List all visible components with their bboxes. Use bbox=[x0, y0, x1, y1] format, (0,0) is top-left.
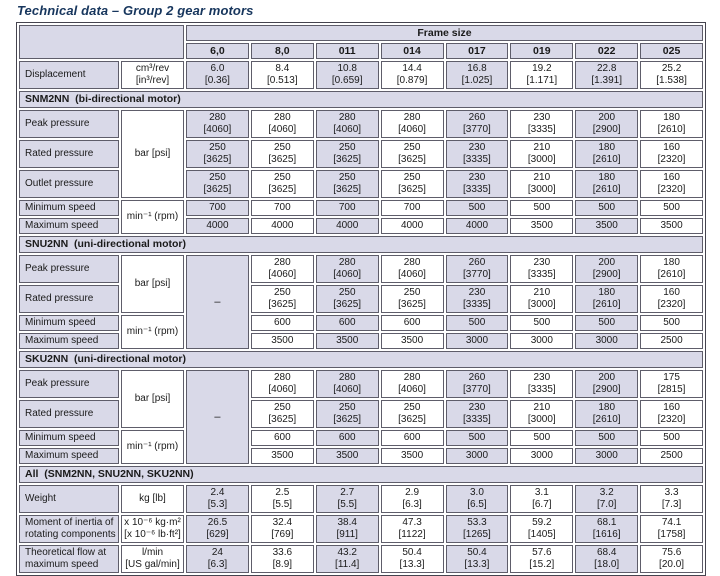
value-cell: 500 bbox=[510, 430, 573, 446]
value-cell: 3.1 [6.7] bbox=[510, 485, 573, 513]
value-cell: 280 [4060] bbox=[186, 110, 249, 138]
row-label: Maximum speed bbox=[19, 218, 119, 234]
value-cell: 38.4 [911] bbox=[316, 515, 379, 543]
value-cell: 3500 bbox=[510, 218, 573, 234]
value-cell: 2.5 [5.5] bbox=[251, 485, 314, 513]
corner-cell bbox=[19, 25, 184, 59]
unit-cell: l/min [US gal/min] bbox=[121, 545, 184, 573]
value-cell: 2500 bbox=[640, 333, 703, 349]
value-cell: 250 [3625] bbox=[381, 170, 444, 198]
value-cell: 160 [2320] bbox=[640, 400, 703, 428]
value-cell: 59.2 [1405] bbox=[510, 515, 573, 543]
value-cell: 500 bbox=[640, 430, 703, 446]
value-cell: 500 bbox=[446, 315, 509, 331]
value-cell: 32.4 [769] bbox=[251, 515, 314, 543]
row-label: Peak pressure bbox=[19, 370, 119, 398]
value-cell: 500 bbox=[510, 315, 573, 331]
row-label: Peak pressure bbox=[19, 255, 119, 283]
value-cell: 4000 bbox=[446, 218, 509, 234]
value-cell: 250 [3625] bbox=[251, 170, 314, 198]
value-cell: 4000 bbox=[251, 218, 314, 234]
value-cell: 230 [3335] bbox=[510, 110, 573, 138]
value-cell: 200 [2900] bbox=[575, 370, 638, 398]
value-cell: 250 [3625] bbox=[316, 400, 379, 428]
value-cell: 4000 bbox=[381, 218, 444, 234]
value-cell: 3000 bbox=[575, 448, 638, 464]
value-cell: 3500 bbox=[381, 448, 444, 464]
value-cell: 230 [3335] bbox=[510, 255, 573, 283]
value-cell: 280 [4060] bbox=[381, 370, 444, 398]
dash-cell: – bbox=[186, 370, 249, 464]
value-cell: 700 bbox=[381, 200, 444, 216]
value-cell: 210 [3000] bbox=[510, 285, 573, 313]
value-cell: 180 [2610] bbox=[575, 400, 638, 428]
value-cell: 3.2 [7.0] bbox=[575, 485, 638, 513]
value-cell: 280 [4060] bbox=[251, 370, 314, 398]
row-label: Minimum speed bbox=[19, 200, 119, 216]
size-column-header: 019 bbox=[510, 43, 573, 59]
value-cell: 180 [2610] bbox=[575, 285, 638, 313]
value-cell: 3500 bbox=[575, 218, 638, 234]
section-header: SNU2NN (uni-directional motor) bbox=[19, 236, 703, 253]
value-cell: 500 bbox=[446, 200, 509, 216]
value-cell: 180 [2610] bbox=[575, 140, 638, 168]
size-column-header: 025 bbox=[640, 43, 703, 59]
value-cell: 19.2 [1.171] bbox=[510, 61, 573, 89]
row-label: Theoretical flow at maximum speed bbox=[19, 545, 119, 573]
value-cell: 280 [4060] bbox=[316, 370, 379, 398]
row-label: Displacement bbox=[19, 61, 119, 89]
value-cell: 160 [2320] bbox=[640, 140, 703, 168]
value-cell: 180 [2610] bbox=[640, 255, 703, 283]
unit-cell: min⁻¹ (rpm) bbox=[121, 315, 184, 349]
row-label: Weight bbox=[19, 485, 119, 513]
value-cell: 600 bbox=[251, 430, 314, 446]
size-column-header: 8,0 bbox=[251, 43, 314, 59]
value-cell: 3.3 [7.3] bbox=[640, 485, 703, 513]
value-cell: 230 [3335] bbox=[446, 170, 509, 198]
section-header: SNM2NN (bi-directional motor) bbox=[19, 91, 703, 108]
value-cell: 250 [3625] bbox=[251, 400, 314, 428]
value-cell: 210 [3000] bbox=[510, 170, 573, 198]
value-cell: 68.1 [1616] bbox=[575, 515, 638, 543]
value-cell: 4000 bbox=[186, 218, 249, 234]
value-cell: 3000 bbox=[446, 333, 509, 349]
value-cell: 280 [4060] bbox=[251, 110, 314, 138]
value-cell: 8.4 [0.513] bbox=[251, 61, 314, 89]
value-cell: 3500 bbox=[251, 448, 314, 464]
value-cell: 3000 bbox=[510, 448, 573, 464]
value-cell: 250 [3625] bbox=[316, 170, 379, 198]
value-cell: 600 bbox=[316, 315, 379, 331]
unit-cell: bar [psi] bbox=[121, 370, 184, 428]
value-cell: 43.2 [11.4] bbox=[316, 545, 379, 573]
row-label: Rated pressure bbox=[19, 400, 119, 428]
value-cell: 250 [3625] bbox=[251, 285, 314, 313]
page-title: Technical data – Group 2 gear motors bbox=[17, 3, 254, 18]
value-cell: 22.8 [1.391] bbox=[575, 61, 638, 89]
technical-table-body bbox=[19, 25, 703, 573]
value-cell: 250 [3625] bbox=[186, 170, 249, 198]
value-cell: 33.6 [8.9] bbox=[251, 545, 314, 573]
value-cell: 14.4 [0.879] bbox=[381, 61, 444, 89]
value-cell: 250 [3625] bbox=[251, 140, 314, 168]
value-cell: 180 [2610] bbox=[575, 170, 638, 198]
value-cell: 210 [3000] bbox=[510, 400, 573, 428]
value-cell: 3500 bbox=[381, 333, 444, 349]
row-label: Rated pressure bbox=[19, 285, 119, 313]
size-column-header: 017 bbox=[446, 43, 509, 59]
value-cell: 3.0 [6.5] bbox=[446, 485, 509, 513]
value-cell: 3000 bbox=[510, 333, 573, 349]
value-cell: 3500 bbox=[251, 333, 314, 349]
value-cell: 280 [4060] bbox=[316, 255, 379, 283]
value-cell: 500 bbox=[510, 200, 573, 216]
section-header: SKU2NN (uni-directional motor) bbox=[19, 351, 703, 368]
value-cell: 200 [2900] bbox=[575, 110, 638, 138]
value-cell: 600 bbox=[381, 430, 444, 446]
value-cell: 4000 bbox=[316, 218, 379, 234]
value-cell: 3500 bbox=[316, 448, 379, 464]
value-cell: 53.3 [1265] bbox=[446, 515, 509, 543]
value-cell: 10.8 [0.659] bbox=[316, 61, 379, 89]
row-label: Maximum speed bbox=[19, 448, 119, 464]
value-cell: 24 [6.3] bbox=[186, 545, 249, 573]
value-cell: 280 [4060] bbox=[316, 110, 379, 138]
size-column-header: 6,0 bbox=[186, 43, 249, 59]
row-label: Minimum speed bbox=[19, 315, 119, 331]
value-cell: 230 [3335] bbox=[446, 285, 509, 313]
value-cell: 230 [3335] bbox=[510, 370, 573, 398]
value-cell: 50.4 [13.3] bbox=[446, 545, 509, 573]
value-cell: 160 [2320] bbox=[640, 285, 703, 313]
value-cell: 250 [3625] bbox=[381, 140, 444, 168]
value-cell: 180 [2610] bbox=[640, 110, 703, 138]
value-cell: 600 bbox=[381, 315, 444, 331]
value-cell: 6.0 [0.36] bbox=[186, 61, 249, 89]
unit-cell: bar [psi] bbox=[121, 110, 184, 198]
value-cell: 500 bbox=[575, 200, 638, 216]
row-label: Rated pressure bbox=[19, 140, 119, 168]
unit-cell: cm³/rev [in³/rev] bbox=[121, 61, 184, 89]
value-cell: 2.7 [5.5] bbox=[316, 485, 379, 513]
section-header: All (SNM2NN, SNU2NN, SKU2NN) bbox=[19, 466, 703, 483]
value-cell: 500 bbox=[575, 430, 638, 446]
value-cell: 250 [3625] bbox=[381, 285, 444, 313]
value-cell: 75.6 [20.0] bbox=[640, 545, 703, 573]
value-cell: 210 [3000] bbox=[510, 140, 573, 168]
unit-cell: x 10⁻⁶ kg·m² [x 10⁻⁶ lb·ft²] bbox=[121, 515, 184, 543]
size-column-header: 011 bbox=[316, 43, 379, 59]
value-cell: 230 [3335] bbox=[446, 400, 509, 428]
value-cell: 2500 bbox=[640, 448, 703, 464]
dash-cell: – bbox=[186, 255, 249, 349]
value-cell: 3000 bbox=[575, 333, 638, 349]
value-cell: 700 bbox=[251, 200, 314, 216]
value-cell: 3500 bbox=[316, 333, 379, 349]
row-label: Minimum speed bbox=[19, 430, 119, 446]
value-cell: 700 bbox=[186, 200, 249, 216]
value-cell: 250 [3625] bbox=[316, 140, 379, 168]
value-cell: 47.3 [1122] bbox=[381, 515, 444, 543]
value-cell: 68.4 [18.0] bbox=[575, 545, 638, 573]
value-cell: 500 bbox=[575, 315, 638, 331]
value-cell: 280 [4060] bbox=[381, 255, 444, 283]
value-cell: 160 [2320] bbox=[640, 170, 703, 198]
row-label: Peak pressure bbox=[19, 110, 119, 138]
value-cell: 260 [3770] bbox=[446, 370, 509, 398]
unit-cell: min⁻¹ (rpm) bbox=[121, 200, 184, 234]
value-cell: 280 [4060] bbox=[251, 255, 314, 283]
value-cell: 50.4 [13.3] bbox=[381, 545, 444, 573]
size-column-header: 014 bbox=[381, 43, 444, 59]
value-cell: 57.6 [15.2] bbox=[510, 545, 573, 573]
value-cell: 26.5 [629] bbox=[186, 515, 249, 543]
value-cell: 500 bbox=[640, 200, 703, 216]
value-cell: 600 bbox=[251, 315, 314, 331]
frame-size-header: Frame size bbox=[186, 25, 703, 41]
row-label: Outlet pressure bbox=[19, 170, 119, 198]
value-cell: 260 [3770] bbox=[446, 110, 509, 138]
value-cell: 500 bbox=[640, 315, 703, 331]
size-column-header: 022 bbox=[575, 43, 638, 59]
row-label: Maximum speed bbox=[19, 333, 119, 349]
value-cell: 2.4 [5.3] bbox=[186, 485, 249, 513]
value-cell: 3000 bbox=[446, 448, 509, 464]
value-cell: 250 [3625] bbox=[186, 140, 249, 168]
unit-cell: bar [psi] bbox=[121, 255, 184, 313]
value-cell: 3500 bbox=[640, 218, 703, 234]
value-cell: 2.9 [6.3] bbox=[381, 485, 444, 513]
unit-cell: min⁻¹ (rpm) bbox=[121, 430, 184, 464]
value-cell: 250 [3625] bbox=[381, 400, 444, 428]
value-cell: 260 [3770] bbox=[446, 255, 509, 283]
value-cell: 175 [2815] bbox=[640, 370, 703, 398]
value-cell: 25.2 [1.538] bbox=[640, 61, 703, 89]
row-label: Moment of inertia of rotating components bbox=[19, 515, 119, 543]
value-cell: 230 [3335] bbox=[446, 140, 509, 168]
unit-cell: kg [lb] bbox=[121, 485, 184, 513]
value-cell: 250 [3625] bbox=[316, 285, 379, 313]
value-cell: 600 bbox=[316, 430, 379, 446]
technical-table bbox=[16, 22, 706, 576]
value-cell: 16.8 [1.025] bbox=[446, 61, 509, 89]
value-cell: 700 bbox=[316, 200, 379, 216]
value-cell: 280 [4060] bbox=[381, 110, 444, 138]
value-cell: 200 [2900] bbox=[575, 255, 638, 283]
value-cell: 500 bbox=[446, 430, 509, 446]
value-cell: 74.1 [1758] bbox=[640, 515, 703, 543]
